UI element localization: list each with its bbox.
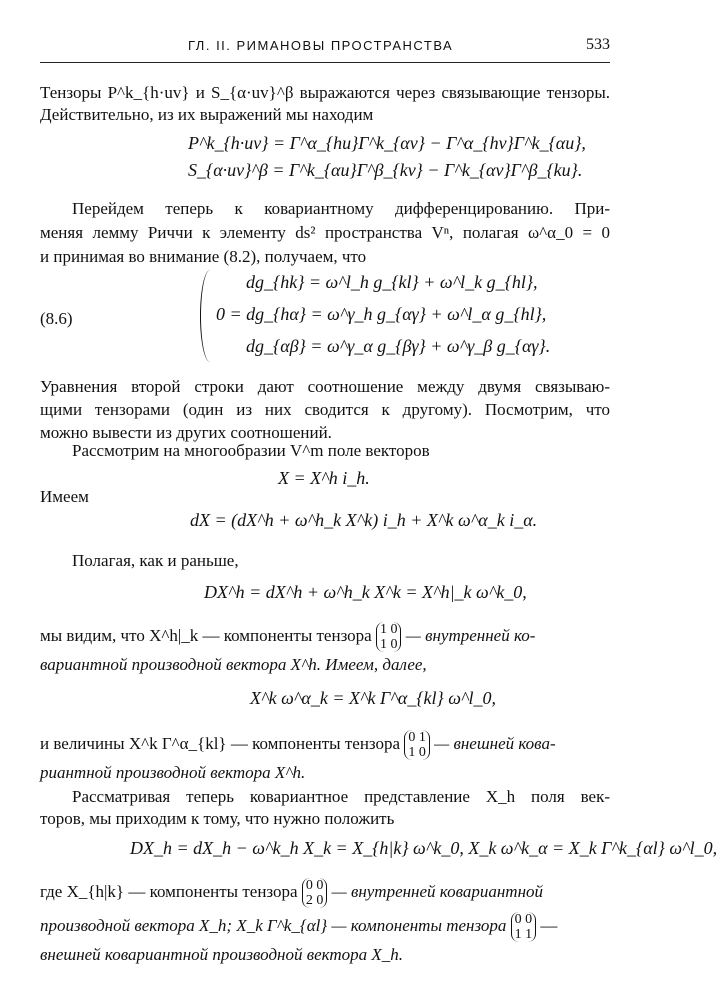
text-span: производной вектора X_h; X_k Γ^k_{αl} — компоненты тензора xyxy=(40,915,507,935)
text-line xyxy=(40,730,610,760)
system-brace xyxy=(200,270,211,362)
formula: dX = (dX^h + ω^h_k X^k) i_h + X^k ω^α_k i_α. xyxy=(190,510,538,530)
text-line: Рассматривая теперь ковариантное представление X_h поля век- xyxy=(72,787,610,806)
text-span: — xyxy=(540,915,558,935)
formula: DX_h = dX_h − ω^k_h X_k = X_{h|k} ω^k_0, X_k ω^k_α = X_k Γ^k_{αl} ω^l_0, xyxy=(130,838,717,858)
formula: DX^h = dX^h + ω^h_k X^k = X^h|_k ω^k_0, xyxy=(204,582,527,602)
formula: 0 = dg_{hα} = ω^γ_h g_{αγ} + ω^l_α g_{hl}, xyxy=(216,304,547,324)
text-line: можно вывести из других соотношений. xyxy=(40,423,332,442)
tensor-type xyxy=(376,622,402,652)
tensor-type xyxy=(511,912,537,942)
tensor-bottom: 2 0 xyxy=(305,893,324,908)
tensor-bottom: 1 0 xyxy=(408,745,426,760)
running-header xyxy=(40,36,610,63)
text-line: торов, мы приходим к тому, что нужно положить xyxy=(40,809,395,828)
text-line xyxy=(40,944,610,966)
text-line: Перейдем теперь к ковариантному дифференцированию. При- xyxy=(72,199,610,218)
text-line: Тензоры P^k_{h·uv} и S_{α·uv}^β выражаются через связывающие тензоры. xyxy=(40,83,610,102)
text-span: риантной производной вектора X^h. xyxy=(40,763,306,782)
tensor-top: 0 0 xyxy=(514,912,533,927)
text-line: и принимая во внимание (8.2), получаем, что xyxy=(40,247,367,266)
formula: dg_{αβ} = ω^γ_α g_{βγ} + ω^γ_β g_{αγ}. xyxy=(246,336,551,356)
formula: P^k_{h·uv} = Γ^α_{hu}Γ^k_{αv} − Γ^α_{hv}Γ^k_{αu}, xyxy=(188,133,586,153)
text-span: и величины X^k Γ^α_{kl} — компоненты тензора xyxy=(40,733,401,753)
tensor-bottom: 1 0 xyxy=(379,637,398,652)
formula: dg_{hk} = ω^l_h g_{kl} + ω^l_k g_{hl}, xyxy=(246,272,538,292)
formula: X^k ω^α_k = X^k Γ^α_{kl} ω^l_0, xyxy=(250,688,497,708)
page-number: 533 xyxy=(586,36,610,53)
text-line: Рассмотрим на многообразии V^m поле векторов xyxy=(72,441,430,460)
tensor-type xyxy=(302,878,328,908)
text-line xyxy=(40,912,610,942)
text-line: Имеем xyxy=(40,487,89,506)
text-span: вариантной производной вектора X^h. Имеем, далее, xyxy=(40,655,427,674)
text-line: Уравнения второй строки дают соотношение между двумя связываю- xyxy=(40,377,610,396)
chapter-title: ГЛ. II. РИМАНОВЫ ПРОСТРАНСТВА xyxy=(188,38,454,53)
text-span: — внутренней ко- xyxy=(405,625,536,645)
text-line xyxy=(40,622,610,652)
text-span: где X_{h|k} — компоненты тензора xyxy=(40,881,298,901)
tensor-top: 1 0 xyxy=(379,622,398,637)
text-line: Полагая, как и раньше, xyxy=(72,551,239,570)
tensor-bottom: 1 1 xyxy=(514,927,533,942)
text-line: Действительно, из их выражений мы находим xyxy=(40,105,374,124)
tensor-type xyxy=(404,730,430,760)
equation-number: (8.6) xyxy=(40,309,73,328)
text-span: — внешней кова- xyxy=(434,733,556,753)
text-line xyxy=(40,762,610,784)
tensor-top: 0 1 xyxy=(408,730,426,745)
text-line xyxy=(40,654,610,676)
text-line xyxy=(40,878,610,908)
text-line: щими тензорами (один из них сводится к другому). Посмотрим, что xyxy=(40,400,610,419)
text-span: внешней ковариантной производной вектора X_h. xyxy=(40,945,404,964)
text-span: мы видим, что X^h|_k — компоненты тензора xyxy=(40,625,372,645)
tensor-top: 0 0 xyxy=(305,878,324,893)
text-line: меняя лемму Риччи к элементу ds² пространства Vⁿ, полагая ω^α_0 = 0 xyxy=(40,223,610,242)
text-span: — внутренней ковариантной xyxy=(331,881,543,901)
formula: S_{α·uv}^β = Γ^k_{αu}Γ^β_{kv} − Γ^k_{αv}Γ^β_{ku}. xyxy=(188,160,583,180)
formula: X = X^h i_h. xyxy=(278,468,370,488)
